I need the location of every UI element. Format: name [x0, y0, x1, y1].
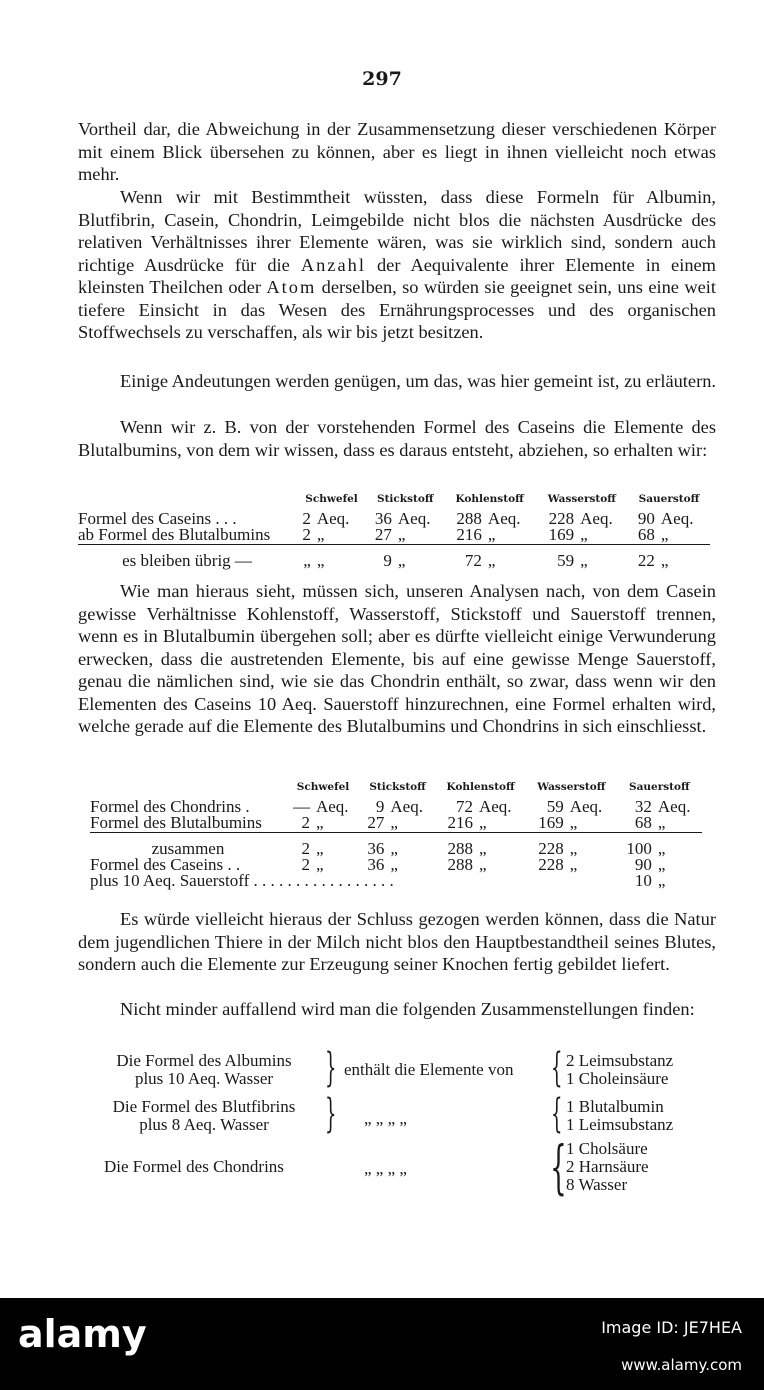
cell-unit: „ — [478, 855, 487, 874]
cell-unit: „ — [477, 815, 526, 833]
cell-unit: Aeq. — [316, 509, 350, 528]
paragraph-6: Es würde vielleicht hieraus der Schluss gezogen werden können, dass die Natur dem jugendlichen Thiere in der Milch nicht blos den Hauptbestandtheil seines Blutes, sondern auch die Elemente zur Erzeugung seiner Knochen fertig gebildet liefert. — [78, 909, 716, 974]
cell-unit: „ — [486, 527, 536, 545]
cell-unit: „ — [660, 551, 669, 570]
table-chondrin-plus-blutalbumin — [90, 779, 702, 889]
cell-unit: „ — [487, 551, 496, 570]
row-label: ab Formel des Blutalbumins — [78, 527, 296, 545]
alamy-logo: alamy — [18, 1312, 147, 1356]
paragraph-4: Wenn wir z. B. von der vorstehenden Formel des Caseins die Elemente des Blutalbumins, von dem wir wissen, dass es daraus entsteht, abziehen, so erhalten wir: — [78, 417, 716, 460]
cell-value: 90 — [634, 855, 652, 874]
cell-unit: „ — [657, 855, 666, 874]
column-header: Kohlenstoff — [446, 781, 515, 793]
cell-value: 72 — [464, 551, 482, 570]
cell-value: 59 — [557, 551, 575, 570]
closing-brace: } — [324, 1045, 337, 1091]
table-row — [90, 815, 702, 833]
elements-albumin: 2 Leimsubstanz 1 Choleinsäure — [566, 1051, 674, 1088]
cell-value: „ — [303, 551, 311, 570]
ditto-marks: „ „ „ „ — [364, 1109, 407, 1128]
cell-unit: „ — [657, 839, 666, 858]
cell-value: 27 — [360, 815, 388, 833]
paragraph-1: Vortheil dar, die Abweichung in der Zusammensetzung dieser verschiedenen Körper mit einem Blick übersehen zu können, aber es liegt in ihnen vielleicht noch etwas mehr. — [78, 119, 716, 184]
cell-unit: „ — [657, 871, 666, 890]
cell-unit: „ — [388, 815, 435, 833]
table-row — [78, 527, 710, 545]
cell-value: — — [292, 797, 310, 816]
cell-unit: Aeq. — [397, 509, 431, 528]
cell-unit: „ — [656, 815, 702, 833]
row-label: plus 10 Aeq. Sauerstoff . . . . . . . . . . . . . . . . . — [90, 871, 394, 890]
ditto-marks: „ „ „ „ — [364, 1159, 407, 1178]
column-header: Stickstoff — [369, 781, 426, 793]
row-label: Formel des Caseins . . . — [78, 509, 237, 528]
cell-unit: „ — [580, 551, 588, 570]
cell-unit: Aeq. — [660, 509, 694, 528]
cell-unit: Aeq. — [478, 797, 512, 816]
cell-unit: Aeq. — [315, 797, 349, 816]
opening-brace: { — [550, 1045, 563, 1091]
column-header: Stickstoff — [376, 493, 434, 505]
cell-unit: „ — [569, 855, 578, 874]
cell-value: 2 — [286, 815, 314, 833]
cell-value: 288 — [447, 855, 473, 874]
cell-value: 2 — [301, 839, 310, 858]
cell-value: 169 — [526, 815, 568, 833]
opening-brace: { — [550, 1091, 563, 1137]
cell-value: 2 — [296, 527, 315, 545]
opening-brace: { — [550, 1133, 567, 1201]
cell-value: 2 — [301, 855, 310, 874]
row-label: es bleiben übrig — — [122, 551, 252, 570]
cell-unit: „ — [578, 527, 628, 545]
table-casein-minus-blutalbumin — [78, 491, 710, 569]
cell-value: 22 — [637, 551, 655, 570]
cell-value: 216 — [443, 527, 485, 545]
cell-unit: Aeq. — [569, 797, 603, 816]
cell-unit: „ — [478, 839, 487, 858]
cell-value: 27 — [367, 527, 396, 545]
paragraph-2: Wenn wir mit Bestimmtheit wüssten, dass diese Formeln für Albumin, Blutfibrin, Casein, Chondrin, Leimgebilde nicht blos die nächsten Ausdrücke des relativen Verhältnisses ihrer Elemente wären, was sie wirklich sind, sondern auch richtige Ausdrücke für die Anzahl der Aequivalente ihrer Elemente in einem kleinsten Theilchen oder Atom derselben, so würden sie geeignet sein, uns eine weit tiefere Einsicht in das Wesen des Ernährungsprocesses und des organischen Stoffwechsels zu verschaffen, als wir bis jetzt besitzen. — [78, 187, 716, 342]
elements-blutfibrin: 1 Blutalbumin 1 Leimsubstanz — [566, 1097, 674, 1134]
column-header: Wasserstoff — [537, 781, 606, 793]
cell-value: 100 — [626, 839, 652, 858]
cell-value: 10 — [634, 871, 652, 890]
cell-value: 2 — [302, 509, 311, 528]
cell-unit: „ — [315, 527, 367, 545]
closing-brace: } — [324, 1091, 337, 1137]
cell-value: 216 — [435, 815, 477, 833]
cell-value: 68 — [628, 527, 659, 545]
cell-unit: „ — [568, 815, 617, 833]
table-row — [90, 873, 702, 889]
column-header: Schwefel — [305, 493, 358, 505]
paragraph-7: Nicht minder auffallend wird man die folgenden Zusammenstellungen finden: — [120, 999, 695, 1019]
cell-value: 68 — [617, 815, 656, 833]
cell-unit: „ — [569, 839, 578, 858]
cell-unit: „ — [315, 855, 324, 874]
cell-value: 169 — [536, 527, 578, 545]
row-label: zusammen — [151, 839, 225, 858]
cell-unit: „ — [390, 855, 398, 874]
cell-unit: „ — [316, 551, 325, 570]
site-url: www.alamy.com — [621, 1356, 742, 1374]
cell-value: 36 — [367, 839, 385, 858]
column-header: Sauerstoff — [638, 493, 700, 505]
cell-value: 72 — [455, 797, 473, 816]
row-label: Formel des Caseins . . — [90, 855, 241, 874]
column-header: Wasserstoff — [547, 493, 616, 505]
cell-unit: „ — [390, 839, 398, 858]
cell-unit: Aeq. — [390, 797, 423, 816]
cell-value: 228 — [548, 509, 575, 528]
cell-value: 9 — [383, 551, 392, 570]
table-row — [90, 833, 702, 858]
cell-unit: „ — [314, 815, 360, 833]
image-id: Image ID: JE7HEA — [601, 1318, 742, 1337]
column-header: Kohlenstoff — [455, 493, 524, 505]
table-row — [78, 545, 710, 570]
cell-value: 228 — [538, 855, 564, 874]
cell-unit: Aeq. — [487, 509, 521, 528]
cell-value: 36 — [374, 509, 392, 528]
cell-value: 288 — [447, 839, 473, 858]
formula-albumin: Die Formel des Albumins plus 10 Aeq. Wasser — [116, 1051, 292, 1088]
cell-value: 9 — [375, 797, 385, 816]
formula-chondrin: Die Formel des Chondrins — [104, 1157, 284, 1176]
cell-value: 36 — [367, 855, 385, 874]
cell-value: 32 — [634, 797, 652, 816]
paragraph-5: Wie man hieraus sieht, müssen sich, unseren Analysen nach, von dem Casein gewisse Verhältnisse Kohlenstoff, Wasserstoff, Stickstoff und Sauerstoff trennen, wenn es in Blutalbumin übergehen soll; aber es dürfte vielleicht einige Verwunderung erwecken, dass die austretenden Elemente, bis auf eine gewisse Menge Sauerstoff, genau die nämlichen sind, wie sie das Chondrin enthält, so zwar, dass wenn wir den Elementen des Caseins 10 Aeq. Sauerstoff hinzurechnen, eine Formel erhalten wird, welche gerade auf die Elemente des Blutalbumins und Chondrins in sich einschliesst. — [78, 581, 716, 736]
row-label: Formel des Blutalbumins — [90, 815, 286, 833]
contains-label: enthält die Elemente von — [344, 1060, 514, 1079]
column-header: Sauerstoff — [629, 781, 690, 793]
elements-chondrin: 1 Cholsäure 2 Harnsäure 8 Wasser — [566, 1139, 649, 1194]
cell-unit: „ — [397, 551, 406, 570]
cell-unit: „ — [315, 839, 324, 858]
cell-unit: Aeq. — [657, 797, 691, 816]
column-header: Schwefel — [296, 781, 350, 793]
row-label: Formel des Chondrins . — [90, 797, 250, 816]
cell-unit: „ — [396, 527, 444, 545]
cell-value: 59 — [546, 797, 564, 816]
cell-value: 288 — [456, 509, 482, 528]
paragraph-3: Einige Andeutungen werden genügen, um das, was hier gemeint ist, zu erläutern. — [120, 371, 716, 391]
cell-value: 228 — [538, 839, 564, 858]
page-number: 297 — [362, 68, 402, 90]
formula-blutfibrin: Die Formel des Blutfibrins plus 8 Aeq. Wasser — [112, 1097, 296, 1134]
cell-value: 90 — [637, 509, 655, 528]
cell-unit: „ — [659, 527, 710, 545]
cell-unit: Aeq. — [580, 509, 613, 528]
